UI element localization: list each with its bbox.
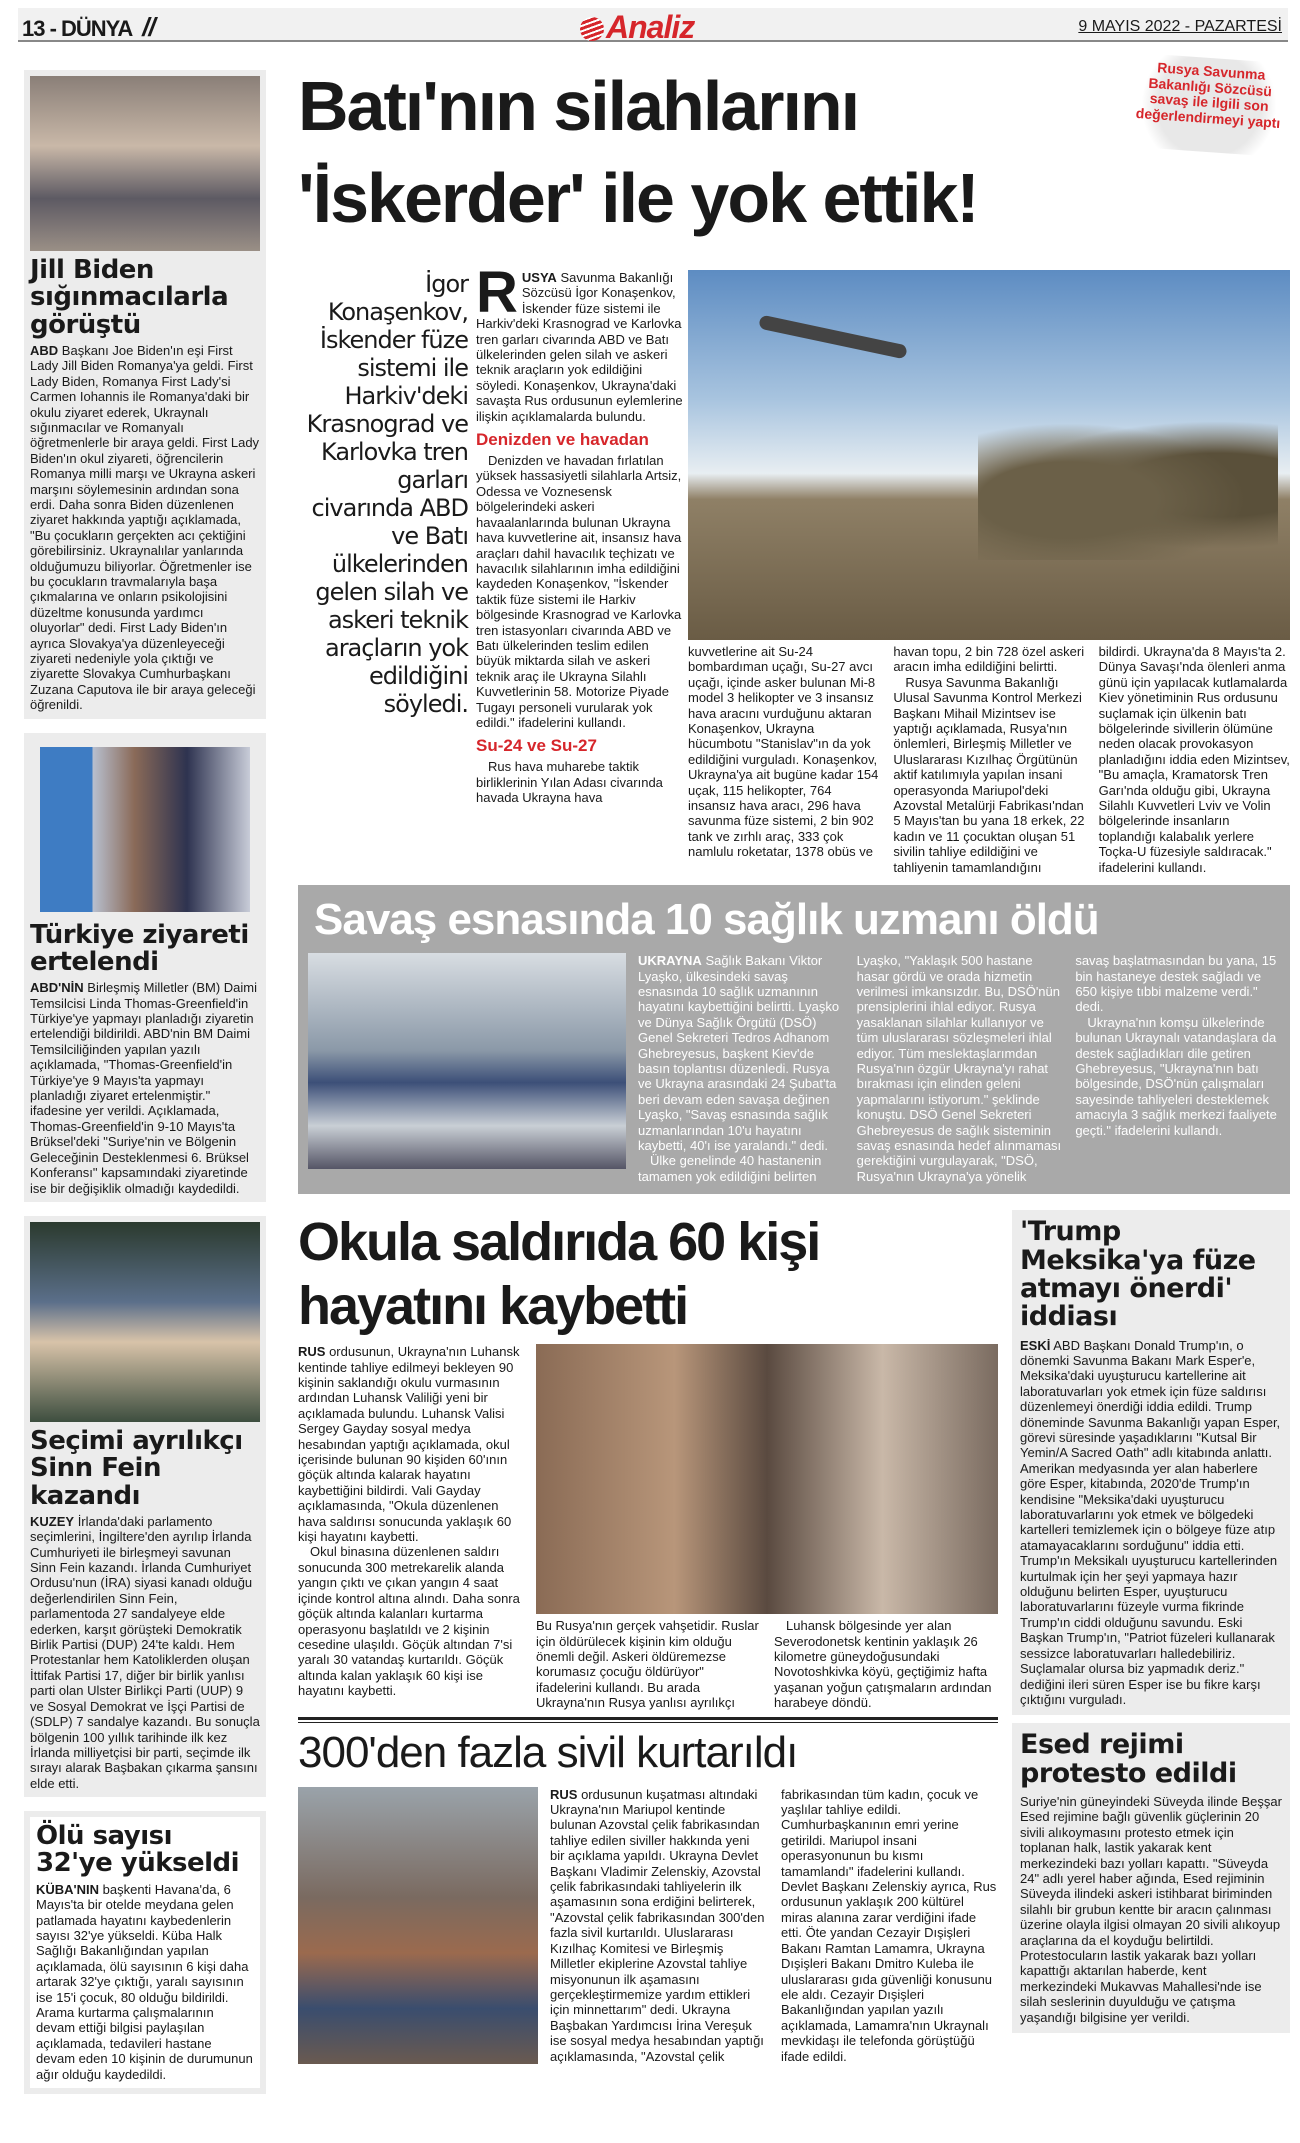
- sinn-fein-photo: [30, 1222, 260, 1422]
- subheading: Su-24 ve Su-27: [476, 736, 597, 756]
- headline: Ölü sayısı 32'ye yükseldi: [36, 1821, 240, 1879]
- body-text: ESKİ ABD Başkanı Donald Trump'ın, o dönemki Savunma Bakanı Mark Esper'e, Meksika'daki uyuşturucu kartellerine ait laboratuvarları yok etmek için füze saldırısı düzenlemeyi önerdiği iddia edildi. Trump döneminde Savunma Bakanlığı yapan Esper, görevi süresinde yaşadıklarını "Kutsal Bir Yemin/A Sacred Oath" adlı kitabında anlattı. Amerikan medyasında yer alan haberlere göre Esper, kitabında, 2020'de Trump'ın kendisine "Meksika'daki uyuşturucu laboratuvarlarını yok etmek ve bölgedeki kartelleri temizlemek için o bölgeye füze atıp atamayacaklarını sorduğunu" iddia etti. Trump'ın Meksikalı uyuşturucu kartellerinden kurtulmak için her şeyi yapmaya hazır olduğunu belirten Esper, uyuşturucu laboratuvarlarını füzeyle vurma fikrinde Trump'ın ciddi olduğunu savundu. Eski Başkan Trump'ın, "Patriot füzeleri kullanarak sessizce laboratuvarları halledebiliriz. Suçlamalar olursa biz yapmadık deriz." dediğini ileri süren Esper ise bu fikre karşı çıktığını vurguladı.: [1020, 1337, 1281, 1707]
- linda-thomas-greenfield-photo: [40, 747, 250, 912]
- right-column: [1012, 1210, 1290, 2064]
- main-headline: Batı'nın silahlarını 'İskerder' ile yok ettik!: [298, 67, 978, 237]
- main-body-col1: RUSYA Savunma Bakanlığı Sözcüsü İgor Konaşenkov, İskender füze sistemi ile Harkiv'deki Krasnograd ve Karlovka tren garları civarında ABD ve Batı ülkelerinden gelen silah ve askeri teknik araçların yok edildiğini söyledi. Konaşenkov, Ukrayna'daki savaşta Rus ordusunun eylemlerine ilişkin açıklamalarda bulundu. Denizden ve havadan Denizden ve havadan fırlatılan yüksek hassasiyetli silahlarla Artsiz, Odessa ve Voznesensk bölgelerindeki askeri havaalanlarında bulunan Ukrayna hava kuvvetlerine ait, insansız hava araçları dahil havacılık teçhizatı ve havacılık silahlarının imha edildiğini kaydeden Konaşenkov, "İskender taktik füze sistemi ile Harkiv bölgesinde Krasnograd ve Karlovka tren istasyonları civarında ABD ve Batı ülkelerinden teslim edilen büyük miktarda silah ve askeri teknik araç ile Ukrayna Silahlı Kuvvetlerinin 58. Motorize Piyade Tugayı personeli vurularak yok edildi." ifadelerini kullandı. Su-24 ve Su-27 Rus hava muharebe taktik birliklerinin Yılan Adası civarında havada Ukrayna hava: [476, 260, 683, 806]
- subheading: Denizden ve havadan: [476, 430, 649, 450]
- missile-shape: [758, 315, 908, 360]
- school-body: RUS ordusunun, Ukrayna'nın Luhansk kentinde tahliye edilmeyi bekleyen 90 kişinin saklandığı okulu vurmasının ardından Luhansk Valiliği yeni bir açıklamada bulundu. Luhansk Valisi Sergey Gayday sosyal medya hesabından yaptığı açıklamada, okul içerisinde bulunan 90 kişiden 60'ının göçük altında kalarak hayatını kaybettiğini bildirdi. Vali Gayday açıklamasında, "Okula düzenlenen hava saldırısı sonucunda yaklaşık 60 kişi hayatını kaybetti. Okul binasına düzenlenen saldırı sonucunda 300 metrekarelik alanda yangın çıktı ve çıkan yangın 4 saat içinde kontrol altına alındı. Daha sonra göçük altında kalanları kurtarma operasyonu başlatıldı ve 2 kişinin cesedine ulaşıldı. Göçük altından 7'si yaralı 30 vatandaş kurtarıldı. Göçük altında kalan yaklaşık 60 kişi ise hayatını kaybetti.: [298, 1344, 520, 1699]
- soldiers-missile-photo: [688, 270, 1290, 640]
- body-text: KUZEY İrlanda'daki parlamento seçimlerini, İngiltere'den ayrılıp İrlanda Cumhuriyeti ile birleşmeyi savunan Sinn Fein kazandı. İrlanda Cumhuriyet Ordusu'nun (İRA) siyasi kanadı olduğu değerlendirilen Sinn Fein, parlamentoda 27 sandalyeye elde ederken, karşıt görüşteki Demokratik Birlik Partisi (DUP) 24'te kaldı. Hem Protestanlar hem Katoliklerden oluşan İttifak Partisi 17, diğer bir birlik yanlısı parti olan Ulster Birlikçi Parti (UUP) 9 ve Sosyal Demokrat ve İşçi Partisi de (SDLP) 7 sandalye kazandı. Bu sonuçla bölgenin 100 yıllık tarihinde ilk kez İrlanda milliyetçisi bir parti, seçimde ilk sırayı alarak Başbakan çıkarma şansını elde etti.: [30, 1513, 260, 1791]
- drop-cap: R: [476, 260, 518, 325]
- main-flow: [298, 260, 1290, 2064]
- body-text: ABD'NİN Birleşmiş Milletler (BM) Daimi Temsilcisi Linda Thomas-Greenfield'in Türkiye'ye yapmayı planladığı ziyaretin ertelendiği bildirildi. ABD'nin BM Daimi Temsilciliğinden yapılan yazılı açıklamada, "Thomas-Greenfield'in Türkiye'ye 9 Mayıs'ta yapmayı planladığı ziyaret ertelenmiştir." ifadesine yer verildi. Açıklamada, Thomas-Greenfield'in 9-10 Mayıs'ta Brüksel'deki "Suriye'nin ve Bölgenin Geleceğinin Desteklenmesi 6. Brüksel Konferansı" kapsamındaki ziyaretinde ise bir değişiklik olmadığı kaydedildi.: [30, 980, 258, 1196]
- article-trump: [1012, 1210, 1290, 1715]
- azovstal-photo: [298, 1787, 538, 2064]
- school-caption-body: Bu Rusya'nın gerçek vahşetidir. Ruslar için öldürülecek kişinin kim olduğu önemli değil. Askeri öldüremezse korumasız çocuğu öldürüyor" ifadelerini kullandı. Bu arada Ukrayna'nın Rusya yanlısı ayrılıkçı Luhansk bölgesinde yer alan Severodonetsk kentinin yaklaşık 26 kilometre güneydoğusundaki Novotoshkivka köyü, geçtiğimiz hafta yaşanan yoğun çatışmaların ardından harabeye döndü.: [536, 1618, 992, 1711]
- section-label: 13 - DÜNYA //: [22, 12, 155, 42]
- civil-headline: 300'den fazla sivil kurtarıldı: [298, 1727, 798, 1777]
- headline: Seçimi ayrılıkçı Sinn Fein kazandı: [30, 1425, 243, 1511]
- jill-biden-photo: [30, 76, 260, 251]
- issue-date: 9 MAYIS 2022 - PAZARTESİ: [1078, 18, 1282, 35]
- newspaper-logo: Analiz: [580, 9, 694, 46]
- article-turkiye-visit: [24, 733, 266, 1202]
- soldiers-shape: [978, 410, 1278, 560]
- page-header: [18, 8, 1288, 45]
- globe-icon: [580, 17, 604, 41]
- civil-body: RUS ordusunun kuşatması altındaki Ukrayna'nın Mariupol kentinde bulunan Azovstal çelik fabrikasından tahliye edilen siviller hakkında yeni bir açıklama yapıldı. Ukrayna Devlet Başkanı Vladimir Zelenskiy, Azovstal çelik fabrikasındaki tahliyelerin ilk aşamasının sona erdiğini belirterek, "Azovstal çelik fabrikasından 300'den fazla sivil kurtarıldı. Uluslararası Kızılhaç Komitesi ve Birleşmiş Milletler ekiplerine Azovstal tahliye misyonunun ilk aşamasını gerçekleştirmemize yardım ettikleri için minnettarım" dedi. Ukrayna Başbakan Yardımcısı İrina Vereşuk ise sosyal medya hesabından yaptığı açıklamasında, "Azovstal çelik fabrikasından tüm kadın, çocuk ve yaşlılar tahliye edildi. Cumhurbaşkanının emri yerine getirildi. Mariupol insani operasyonunun bu kısmı tamamlandı" ifadelerini kullandı. Devlet Başkanı Zelenskiy ayrıca, Rus ordusunun yaklaşık 200 kültürel miras alanına zarar verdiğini ifade etti. Öte yandan Cezayir Dışişleri Bakanı Ramtan Lamamra, Ukrayna Dışişleri Bakanı Dmitro Kuleba ile uluslararası gıda güvenliği konusunu ele aldı. Cezayir Dışişleri Bakanlığından yapılan yazılı açıklamada, Lamamra'nın Ukraynalı mevkidaşı ile telefonda görüştüğü ifade edildi.: [550, 1786, 997, 2064]
- article-cuba-explosion: [24, 1811, 266, 2094]
- headline: 'Trump Meksika'ya füze atmayı önerdi' iddiası: [1020, 1216, 1256, 1333]
- hospital-photo: [308, 953, 626, 1169]
- body-text: Suriye'nin güneyindeki Süveyda ilinde Beşşar Esed rejimine bağlı güvenlik güçlerinin 20 sivili alıkoymasını protesto etmek için toplanan halk, lastik yakarak kent merkezindeki bazı yolları kapattı. "Süveyda 24" adlı yerel haber ağında, Esed rejiminin Süveyda ilindeki askeri istihbarat biriminden silahlı bir grubun kentte bir aracın çalınması üzerine olayla ilgisi olmayan 20 sivili alıkoyup araçlarına da el koyduğu belirtildi. Protestocuların lastik yakarak bazı yolları kapattığı aktarılan haberde, kent merkezindeki Mukavvas Mahallesi'nde ise silah seslerinin duyulduğu ve çatışma yaşandığı bilgisine yer verildi.: [1020, 1794, 1282, 2025]
- body-text: KÜBA'NIN başkenti Havana'da, 6 Mayıs'ta bir otelde meydana gelen patlamada hayatını kaybedenlerin sayısı 32'ye yükseldi. Küba Halk Sağlığı Bakanlığından yapılan açıklamada, ölü sayısının 6 kişi daha artarak 32'ye çıktığı, yaralı sayısının ise 15'i çocuk, 80 olduğu bildirildi. Arama kurtarma çalışmalarının devam ettiği bilgisi paylaşılan açıklamada, tedavileri hastane devam eden 10 kişinin de durumunun ağır olduğu kaydedildi.: [36, 1881, 253, 2082]
- main-story: [298, 260, 1290, 875]
- headline: Jill Biden sığınmacılarla görüştü: [30, 255, 229, 340]
- slash-ornament: //: [142, 12, 155, 42]
- health-body: UKRAYNA Sağlık Bakanı Viktor Lyaşko, ülkesindeki savaş esnasında 10 sağlık uzmanının hayatını kaybettiğini belirtti. Lyaşko ve Dünya Sağlık Örgütü (DSÖ) Genel Sekreteri Tedros Adhanom Ghebreyesus, başkent Kiev'de basın toplantısı düzenledi. Rusya ve Ukrayna arasındaki 24 Şubat'ta beri devam eden savaşa değinen Lyaşko, "Savaş esnasında sağlık uzmanlarından 10'u hayatını kaybetti, 40'ı ise yaralandı." dedi. Ülke genelinde 40 hastanenin tamamen yok edildiğini belirten Lyaşko, "Yaklaşık 500 hastane hasar gördü ve orada hizmetin verilmesi imkansızdır. Bu, DSÖ'nün prensiplerini ihlal ediyor. Rusya yasaklanan silahlar kullanıyor ve tüm uluslararası sözleşmeleri ihlal ediyor. Tüm meslektaşlarımdan Rusya'nın özgür Ukrayna'yı rahat bırakması için elinden geleni yapmalarını istiyorum." şeklinde konuştu. DSÖ Genel Sekreteri Ghebreyesus de sağlık sisteminin savaş esnasında hedef alınmaması gerektiğini vurgulayarak, "DSÖ, Rusya'nın Ukrayna'ya yönelik savaş başlatmasından bu yana, 15 bin hastaneye destek sağladı ve 650 kişiye tıbbi malzeme verdi." dedi. Ukrayna'nın komşu ülkelerinde bulunan Ukraynalı vatandaşlara da destek sağladıkları dile getiren Ghebreyesus, "Ukrayna'nın batı bölgesinde, DSÖ'nün çalışmaları sayesinde tahliyeleri desteklemek amacıyla 3 sağlık merkezi faaliyete geçti." ifadelerini kullandı.: [638, 953, 1277, 1184]
- starburst-callout: Rusya Savunma Bakanlığı Sözcüsü savaş ile ilgili son değerlendirmeyi yaptı: [1125, 52, 1293, 157]
- center-lower: [298, 1210, 998, 2064]
- article-jill-biden: [24, 70, 266, 719]
- headline: Türkiye ziyareti ertelendi: [30, 919, 249, 977]
- body-text: ABD Başkanı Joe Biden'ın eşi First Lady Jill Biden Romanya'ya geldi. First Lady Biden, Romanya First Lady'si Carmen Iohannis ile Romanya'daki bir okulu ziyaret ederek, Ukraynalı sığınmacılar ve Romanyalı öğretmenlerle bir araya geldi. First Lady Biden'ın okul ziyareti, öğrencilerin Romanya milli marşı ve Ukrayna askeri marşını söylemesinin ardından sona erdi. Daha sonra Biden düzenlenen ziyaret hakkında yaptığı açıklamada, "Bu çocukların gerçekten acı çektiğini görebilirsiniz. Ukraynalılar yanlarında olduğumuzu biliyorlar. Öğretmenler ise bu çocukların travmalarıyla başa çıkmalarına ve onların psikolojisini düzeltme konusunda yardımcı oluyorlar" dedi. First Lady Biden'ın ayrıca Slovakya'ya düzenleyeceği ziyareti nedeniyle yola çıktığı ve ziyarette Slovakya Cumhurbaşkanı Zuzana Caputova ile bir araya geleceği öğrenildi.: [30, 342, 260, 713]
- article-sinn-fein: [24, 1216, 266, 1797]
- article-esed: [1012, 1723, 1290, 2033]
- headline: Savaş esnasında 10 sağlık uzmanı öldü: [314, 895, 1099, 945]
- school-headline: Okula saldırıda 60 kişi hayatını kaybetti: [298, 1212, 820, 1337]
- left-column: [24, 70, 266, 2094]
- article-health-workers: [298, 885, 1290, 1194]
- headline: Esed rejimi protesto edildi: [1020, 1729, 1237, 1789]
- destroyed-school-photo: [536, 1344, 998, 1614]
- main-spot: İgor Konaşenkov, İskender füze sistemi ile Harkiv'deki Krasnograd ve Karlovka tren garları civarında ABD ve Batı ülkelerinden gelen silah ve askeri teknik araçların yok edildiğini söyledi.: [306, 270, 468, 718]
- main-body-cols: kuvvetlerine ait Su-24 bombardıman uçağı, Su-27 avcı uçağı, içinde asker bulunan Mi-8 model 3 helikopter ve 3 insansız hava aracını vurduğunu aktaran Konaşenkov, Ukrayna hücumbotu "Stanislav"ın da yok edildiğini vurguladı. Konaşenkov, Ukrayna'ya ait bugüne kadar 154 uçak, 115 helikopter, 764 insansız hava aracı, 296 hava savunma füze sistemi, 2 bin 902 tank ve zırhlı araç, 333 çok namlulu roketatar, 1378 obüs ve havan topu, 2 bin 728 özel askeri aracın imha edildiğini belirtti. Rusya Savunma Bakanlığı Ulusal Savunma Kontrol Merkezi Başkanı Mihail Mizintsev ise yaptığı açıklamada, Rusya'nın önlemleri, Birleşmiş Milletler ve Uluslararası Kızılhaç Örgütünün aktif katılımıyla yapılan insani operasyonda Mariupol'deki Azovstal Metalürji Fabrikası'ndan 5 Mayıs'tan bu yana 18 erkek, 22 kadın ve 11 çocuktan oluşan 51 sivilin tahliye edildiğini ve tahliyenin tamamlandığını bildirdi. Ukrayna'da 8 Mayıs'ta 2. Dünya Savaşı'nda ölenleri anma günü için yapılacak kutlamalarda Kiev yönetiminin Rus ordusunu suçlamak için ülkenin batı bölgelerinde sivillerin ölümüne neden olacak provokasyon planladığını iddia eden Mizintsev, "Bu amaçla, Kramatorsk Tren Garı'nda olduğu gibi, Ukrayna Silahlı Kuvvetleri Lviv ve Volin bölgelerinde insanların toplandığı kalabalık yerlere Toçka-U füzesiyle saldıracak." ifadelerini kullandı.: [688, 644, 1290, 875]
